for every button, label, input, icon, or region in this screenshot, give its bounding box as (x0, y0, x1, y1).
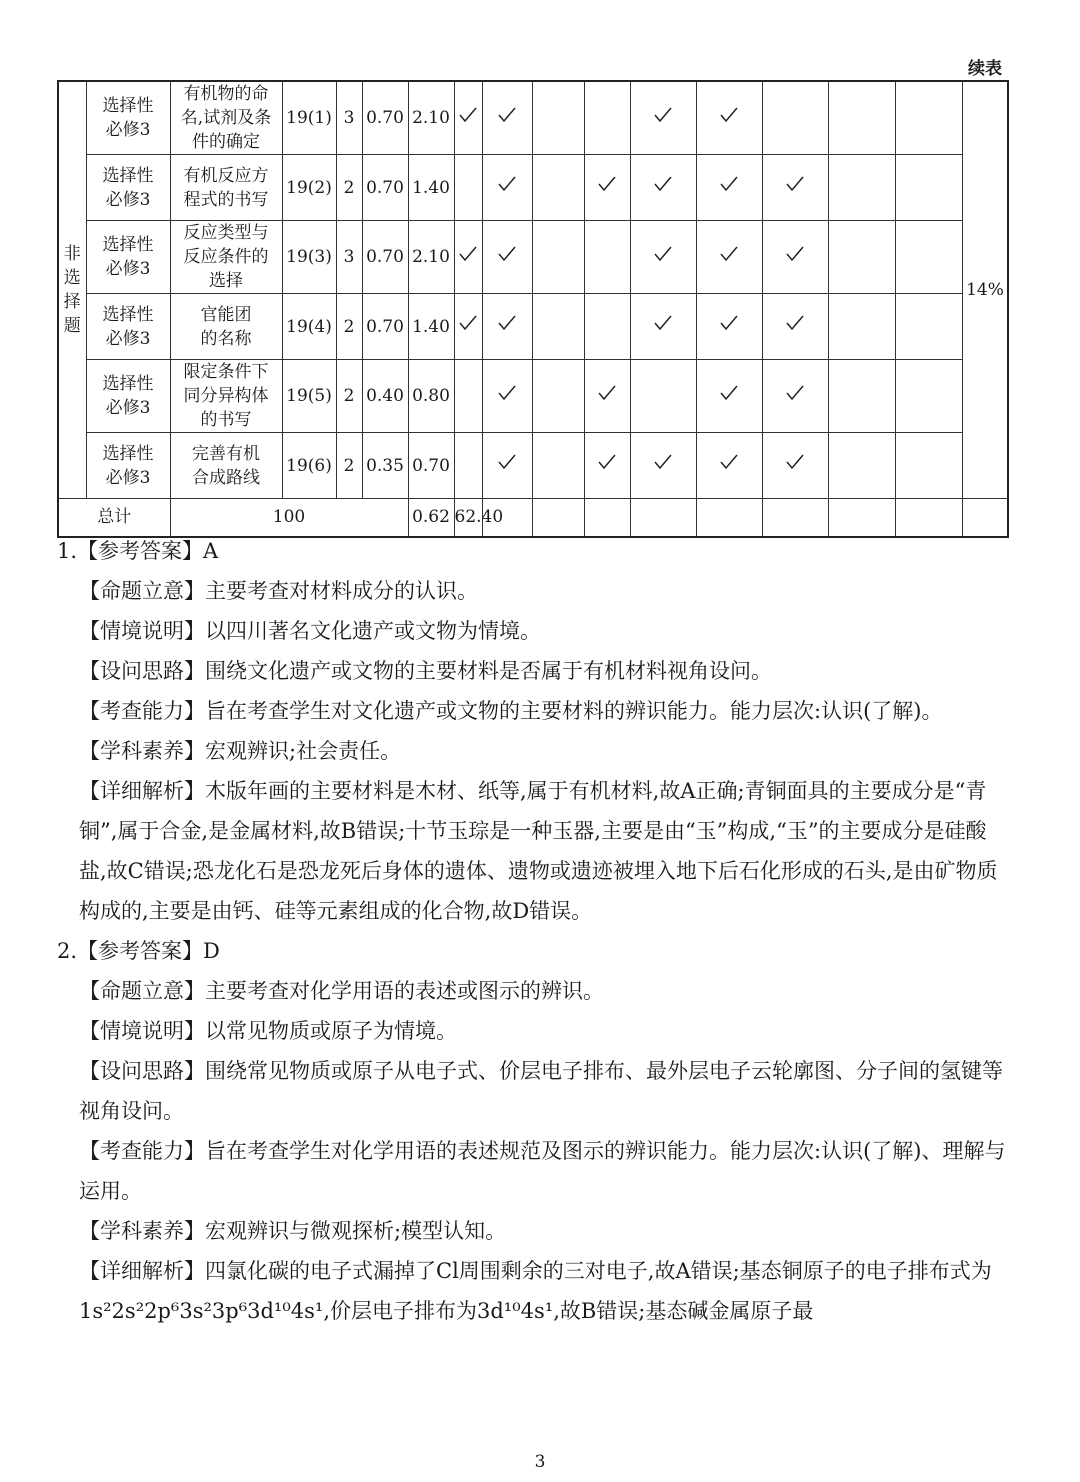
check-cell (895, 433, 962, 499)
check-mark-icon (785, 245, 805, 263)
check-cell (696, 433, 762, 499)
item-text: 围绕常见物质或原子从电子式、价层电子排布、最外层电子云轮廓图、分子间的氢键等视角设问。 (79, 1059, 1003, 1123)
check-cell (696, 294, 762, 360)
check-cell (895, 81, 962, 155)
difficulty-cell: 0.70 (362, 221, 408, 294)
check-cell (454, 294, 482, 360)
check-mark-icon (785, 175, 805, 193)
explanation-item (57, 571, 1012, 611)
check-mark-icon (719, 245, 739, 263)
expected-score-cell: 0.70 (408, 433, 454, 499)
item-label: 【考查能力】 (79, 1139, 205, 1163)
check-mark-icon (785, 314, 805, 332)
check-cell (895, 360, 962, 433)
answer-heading (57, 531, 1012, 571)
item-text: ,故B错误;基态碱金属原子最 (553, 1299, 814, 1323)
check-mark-icon (458, 314, 478, 332)
explanation-item (57, 611, 1012, 651)
explanation-item (57, 731, 1012, 771)
total-score: 100 (170, 499, 408, 537)
content-cell: 完善有机 合成路线 (170, 433, 282, 499)
check-cell (630, 221, 696, 294)
item-text: 以常见物质或原子为情境。 (205, 1019, 457, 1043)
difficulty-cell: 0.40 (362, 360, 408, 433)
score-cell: 2 (336, 433, 362, 499)
page-number: 3 (534, 1452, 546, 1472)
check-cell (454, 433, 482, 499)
check-cell (762, 81, 828, 155)
check-mark-icon (719, 384, 739, 402)
score-cell: 3 (336, 221, 362, 294)
explanation-item (57, 971, 1012, 1011)
content-cell: 有机物的命 名,试剂及条 件的确定 (170, 81, 282, 155)
continued-table-label: 续表 (968, 59, 1002, 79)
expected-score-cell: 2.10 (408, 81, 454, 155)
item-label: 【设问思路】 (79, 1059, 205, 1083)
item-label: 【情境说明】 (79, 1019, 205, 1043)
check-cell (584, 433, 630, 499)
check-mark-icon (497, 453, 517, 471)
check-mark-icon (597, 453, 617, 471)
check-mark-icon (597, 175, 617, 193)
question-number: 19(3) (282, 221, 336, 294)
check-mark-icon (653, 106, 673, 124)
answer-value: A (203, 539, 219, 563)
explanation-item (57, 691, 1012, 731)
expected-score-cell: 1.40 (408, 155, 454, 221)
check-cell (696, 221, 762, 294)
total-expected: 62.40 (454, 499, 482, 537)
total-label: 总计 (58, 499, 170, 537)
percent-cell: 14% (962, 81, 1008, 499)
difficulty-cell: 0.70 (362, 81, 408, 155)
module-cell: 选择性 必修3 (86, 81, 170, 155)
check-cell (532, 155, 584, 221)
difficulty-cell: 0.70 (362, 294, 408, 360)
item-text: 以四川著名文化遗产或文物为情境。 (205, 619, 541, 643)
check-mark-icon (653, 314, 673, 332)
category-char: 非 (63, 244, 81, 264)
check-cell (630, 360, 696, 433)
check-mark-icon (719, 453, 739, 471)
difficulty-cell: 0.35 (362, 433, 408, 499)
question-number: 19(6) (282, 433, 336, 499)
item-text: 旨在考查学生对化学用语的表述规范及图示的辨识能力。能力层次:认识(了解)、理解与运用。 (79, 1139, 1006, 1203)
score-cell: 2 (336, 155, 362, 221)
question-number: 19(1) (282, 81, 336, 155)
table-row (58, 360, 1008, 433)
check-cell (584, 294, 630, 360)
expected-score-cell: 0.80 (408, 360, 454, 433)
question-number: 19(5) (282, 360, 336, 433)
check-cell (454, 360, 482, 433)
check-cell (584, 155, 630, 221)
question-number: 19(2) (282, 155, 336, 221)
content-cell: 限定条件下 同分异构体 的书写 (170, 360, 282, 433)
answer-label: 【参考答案】 (77, 539, 204, 563)
answer-explanations (57, 531, 1012, 1331)
category-char: 题 (63, 316, 81, 336)
item-label: 【设问思路】 (79, 659, 205, 683)
content-cell: 反应类型与 反应条件的 选择 (170, 221, 282, 294)
check-cell (482, 81, 532, 155)
item-text: 宏观辨识与微观探析;模型认知。 (205, 1219, 507, 1243)
question-analysis-table (57, 80, 1009, 538)
question-number: 2. (57, 939, 78, 963)
answer-heading (57, 931, 1012, 971)
explanation-item (57, 1011, 1012, 1051)
check-mark-icon (458, 106, 478, 124)
score-cell: 3 (336, 81, 362, 155)
check-cell (762, 433, 828, 499)
module-cell: 选择性 必修3 (86, 360, 170, 433)
check-mark-icon (497, 106, 517, 124)
item-text: 四氯化碳的电子式漏掉了Cl周围剩余的三对电子,故A错误;基态铜原子的电子排布式为 (205, 1259, 992, 1283)
content-cell: 官能团 的名称 (170, 294, 282, 360)
check-mark-icon (653, 245, 673, 263)
check-cell (584, 81, 630, 155)
check-mark-icon (785, 453, 805, 471)
check-cell (828, 360, 895, 433)
question-number: 19(4) (282, 294, 336, 360)
item-text: 旨在考查学生对文化遗产或文物的主要材料的辨识能力。能力层次:认识(了解)。 (205, 699, 943, 723)
check-mark-icon (597, 384, 617, 402)
check-cell (895, 155, 962, 221)
module-cell: 选择性 必修3 (86, 155, 170, 221)
explanation-item (57, 1211, 1012, 1251)
check-cell (630, 155, 696, 221)
explanation-item (57, 651, 1012, 691)
item-text: 主要考查对化学用语的表述或图示的辨识。 (205, 979, 604, 1003)
check-cell (895, 294, 962, 360)
table-row (58, 81, 1008, 155)
total-difficulty: 0.62 (408, 499, 454, 537)
category-char: 选 (63, 268, 81, 288)
check-mark-icon (497, 175, 517, 193)
check-cell (482, 433, 532, 499)
item-label: 【命题立意】 (79, 979, 205, 1003)
check-cell (532, 360, 584, 433)
check-cell (828, 294, 895, 360)
valence-configuration: 3d¹⁰4s¹ (477, 1299, 554, 1323)
check-cell (584, 360, 630, 433)
check-cell (532, 81, 584, 155)
expected-score-cell: 1.40 (408, 294, 454, 360)
module-cell: 选择性 必修3 (86, 294, 170, 360)
item-label: 【详细解析】 (79, 1259, 205, 1283)
item-text: 围绕文化遗产或文物的主要材料是否属于有机材料视角设问。 (205, 659, 772, 683)
answer-value: D (203, 939, 220, 963)
check-cell (762, 221, 828, 294)
check-cell (482, 360, 532, 433)
question-number: 1. (57, 539, 78, 563)
explanation-item (57, 771, 1012, 931)
check-mark-icon (785, 384, 805, 402)
check-cell (454, 221, 482, 294)
item-label: 【学科素养】 (79, 739, 205, 763)
item-text: ,价层电子排布为 (323, 1299, 477, 1323)
category-char: 择 (63, 292, 81, 312)
item-text: 宏观辨识;社会责任。 (205, 739, 402, 763)
table-row (58, 155, 1008, 221)
content-cell: 有机反应方 程式的书写 (170, 155, 282, 221)
check-cell (630, 294, 696, 360)
check-cell (630, 81, 696, 155)
check-mark-icon (719, 106, 739, 124)
check-cell (828, 221, 895, 294)
check-cell (454, 81, 482, 155)
module-cell: 选择性 必修3 (86, 433, 170, 499)
table-row (58, 221, 1008, 294)
check-cell (454, 155, 482, 221)
check-cell (762, 294, 828, 360)
check-cell (532, 294, 584, 360)
module-cell: 选择性 必修3 (86, 221, 170, 294)
check-mark-icon (497, 245, 517, 263)
item-label: 【详细解析】 (79, 779, 205, 803)
explanation-item (57, 1131, 1012, 1211)
explanation-item (57, 1051, 1012, 1131)
check-mark-icon (653, 175, 673, 193)
item-label: 【情境说明】 (79, 619, 205, 643)
check-cell (762, 155, 828, 221)
check-cell (828, 81, 895, 155)
category-cell (58, 81, 86, 499)
check-cell (532, 221, 584, 294)
score-cell: 2 (336, 294, 362, 360)
item-label: 【学科素养】 (79, 1219, 205, 1243)
explanation-item (57, 1251, 1012, 1331)
item-text: 木版年画的主要材料是木材、纸等,属于有机材料,故A正确;青铜面具的主要成分是“青铜”,属于合金,是金属材料,故B错误;十节玉琮是一种玉器,主要是由“玉”构成,“玉”的主要成分是硅酸盐,故C错误;恐龙化石是恐龙死后身体的遗体、遗物或遗迹被埋入地下后石化形成的石头,是由矿物质构成的,主要是由钙、硅等元素组成的化合物,故D错误。 (79, 779, 998, 923)
item-text: 主要考查对材料成分的认识。 (205, 579, 478, 603)
check-cell (630, 433, 696, 499)
table-row (58, 294, 1008, 360)
check-mark-icon (719, 314, 739, 332)
check-mark-icon (653, 453, 673, 471)
check-cell (828, 155, 895, 221)
check-mark-icon (719, 175, 739, 193)
check-cell (895, 221, 962, 294)
check-cell (828, 433, 895, 499)
check-cell (482, 294, 532, 360)
check-cell (482, 155, 532, 221)
check-mark-icon (497, 384, 517, 402)
item-label: 【考查能力】 (79, 699, 205, 723)
check-cell (696, 360, 762, 433)
table-row (58, 433, 1008, 499)
difficulty-cell: 0.70 (362, 155, 408, 221)
expected-score-cell: 2.10 (408, 221, 454, 294)
electron-configuration: 1s²2s²2p⁶3s²3p⁶3d¹⁰4s¹ (79, 1299, 324, 1323)
answer-label: 【参考答案】 (77, 939, 204, 963)
check-mark-icon (458, 245, 478, 263)
item-label: 【命题立意】 (79, 579, 205, 603)
check-mark-icon (497, 314, 517, 332)
check-cell (696, 81, 762, 155)
check-cell (696, 155, 762, 221)
check-cell (532, 433, 584, 499)
check-cell (762, 360, 828, 433)
check-cell (584, 221, 630, 294)
check-cell (482, 221, 532, 294)
score-cell: 2 (336, 360, 362, 433)
